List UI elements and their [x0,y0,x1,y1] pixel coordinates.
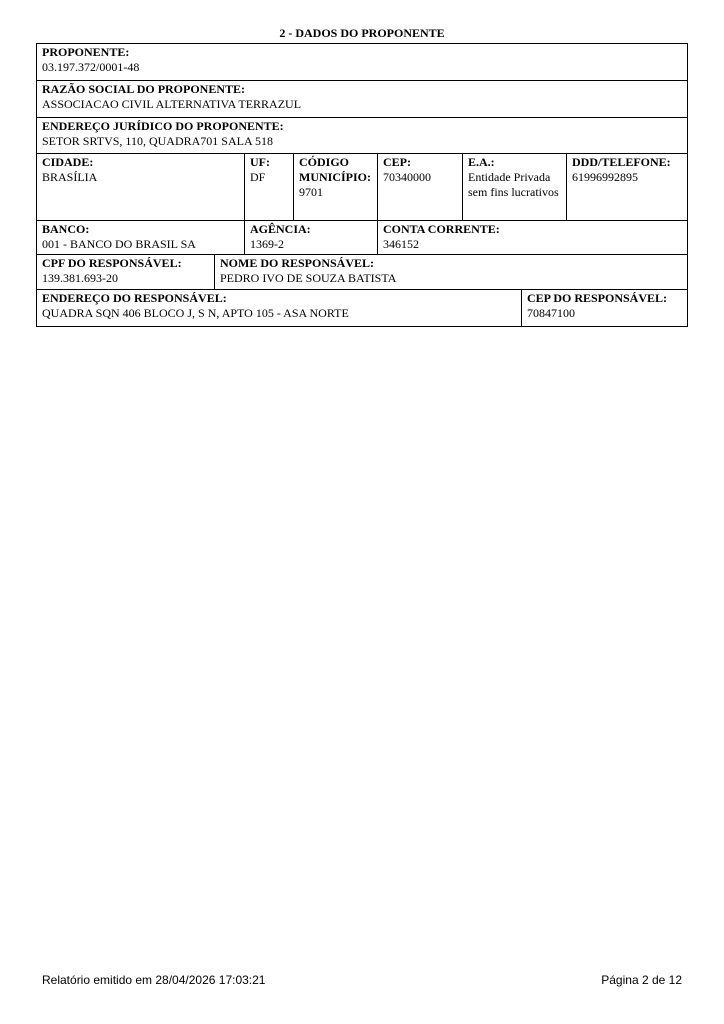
proponente-value: 03.197.372/0001-48 [42,60,140,74]
uf-value: DF [250,170,266,184]
cpf-responsavel-value: 139.381.693-20 [42,271,118,285]
telefone-label: DDD/TELEFONE: [572,155,671,169]
agencia-label: AGÊNCIA: [250,222,311,236]
agencia-value: 1369-2 [250,237,284,251]
codigo-municipio-label-line2: MUNICÍPIO: [299,170,371,184]
cell-telefone [567,154,688,221]
banco-label: BANCO: [42,222,90,236]
proponent-data-table [36,43,688,327]
row-endereco-juridico [37,118,688,154]
cell-endereco-responsavel [37,290,522,327]
cidade-value: BRASÍLIA [42,170,98,184]
cell-banco [37,221,245,255]
row-proponente [37,44,688,81]
cell-cep-responsavel [522,290,688,327]
ea-value-line1: Entidade Privada [468,170,551,184]
cell-razao-social [37,81,688,118]
cell-nome-responsavel [215,255,688,290]
cpf-responsavel-label: CPF DO RESPONSÁVEL: [42,256,182,270]
razao-social-label: RAZÃO SOCIAL DO PROPONENTE: [42,82,246,96]
cep-responsavel-value: 70847100 [527,306,575,320]
cell-endereco-juridico [37,118,688,154]
cidade-label: CIDADE: [42,155,94,169]
section-title: 2 - DADOS DO PROPONENTE [279,26,445,40]
banco-value: 001 - BANCO DO BRASIL SA [42,237,196,251]
cell-proponente [37,44,688,81]
cep-value: 70340000 [383,170,431,184]
cell-cidade [37,154,245,221]
row-endereco-responsavel [37,290,688,327]
cell-cpf-responsavel [37,255,215,290]
cep-responsavel-label: CEP DO RESPONSÁVEL: [527,291,668,305]
cell-uf [245,154,294,221]
row-responsavel [37,255,688,290]
cell-cep [378,154,463,221]
row-razao-social [37,81,688,118]
endereco-juridico-label: ENDEREÇO JURÍDICO DO PROPONENTE: [42,119,284,133]
ea-label: E.A.: [468,155,495,169]
nome-responsavel-label: NOME DO RESPONSÁVEL: [220,256,375,270]
cell-codigo-municipio [294,154,378,221]
nome-responsavel-value: PEDRO IVO DE SOUZA BATISTA [220,271,397,285]
footer-emitted-date: Relatório emitido em 28/04/2026 17:03:21 [42,973,266,987]
cell-conta-corrente [378,221,688,255]
razao-social-value: ASSOCIACAO CIVIL ALTERNATIVA TERRAZUL [42,97,302,111]
cep-label: CEP: [383,155,411,169]
endereco-responsavel-label: ENDEREÇO DO RESPONSÁVEL: [42,291,227,305]
uf-label: UF: [250,155,270,169]
conta-corrente-label: CONTA CORRENTE: [383,222,500,236]
cell-ea [463,154,567,221]
row-localizacao [37,154,688,221]
row-banco [37,221,688,255]
ea-value-line2: sem fins lucrativos [468,185,559,199]
endereco-responsavel-value: QUADRA SQN 406 BLOCO J, S N, APTO 105 - ASA NORTE [42,306,349,320]
proponente-label: PROPONENTE: [42,45,130,59]
footer-page-number: Página 2 de 12 [601,973,682,987]
codigo-municipio-value: 9701 [299,185,323,199]
cell-agencia [245,221,378,255]
codigo-municipio-label-line1: CÓDIGO [299,155,350,169]
conta-corrente-value: 346152 [383,237,419,251]
endereco-juridico-value: SETOR SRTVS, 110, QUADRA701 SALA 518 [42,134,273,148]
telefone-value: 61996992895 [572,170,638,184]
